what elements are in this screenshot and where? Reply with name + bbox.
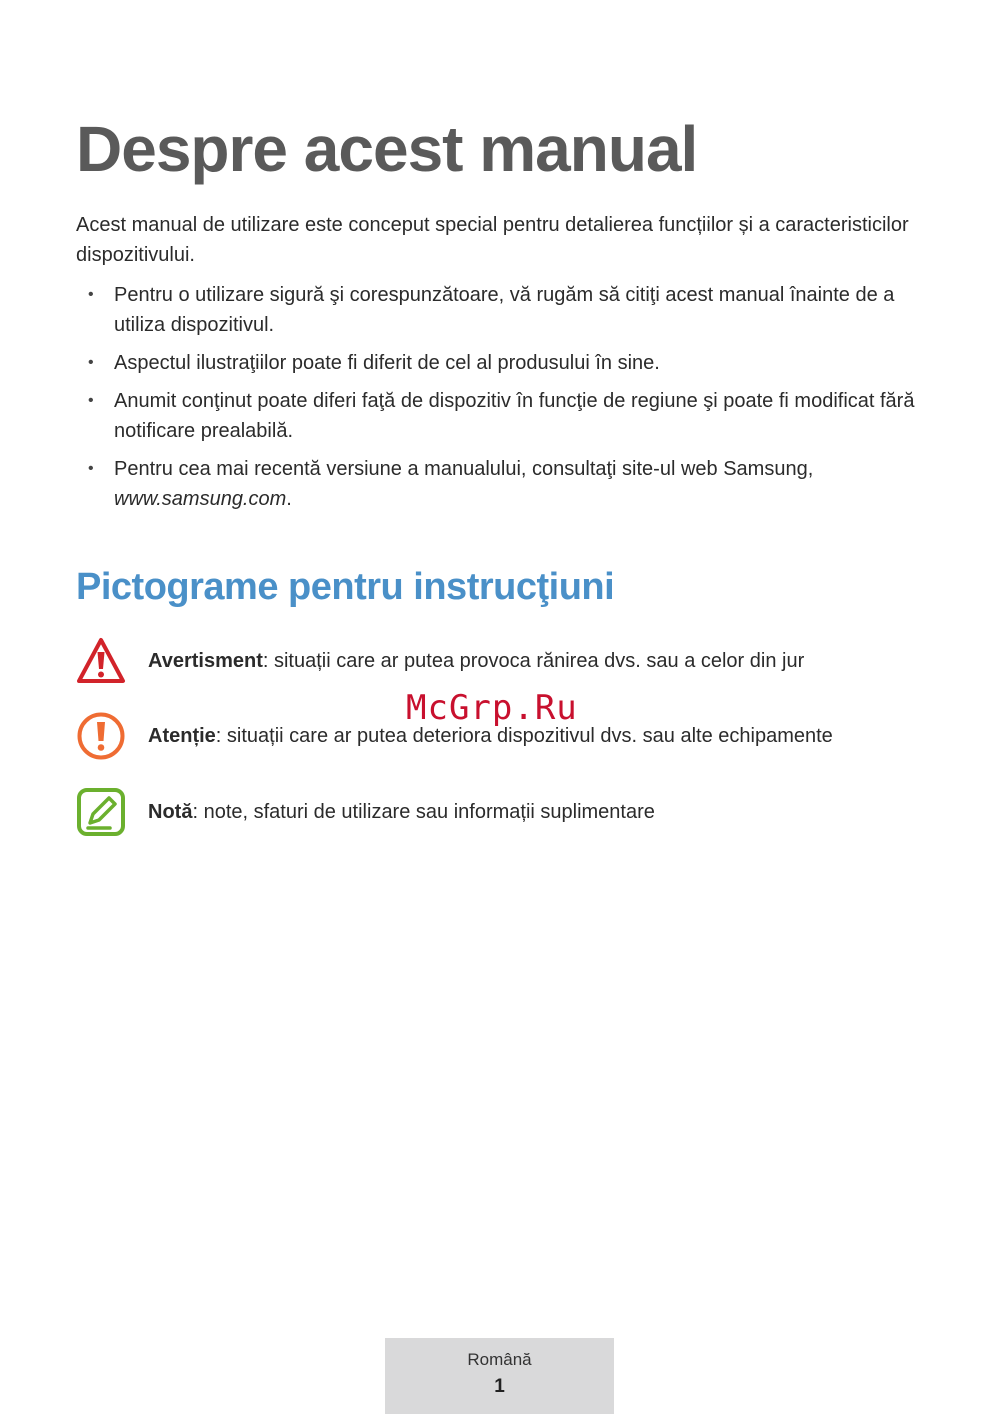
warning-triangle-icon [76, 636, 126, 686]
section-title: Pictograme pentru instrucţiuni [76, 566, 615, 608]
caution-circle-icon [76, 711, 126, 761]
bullet-icon: • [88, 286, 94, 303]
page-number: 1 [494, 1376, 505, 1397]
list-item: • Pentru cea mai recentă versiune a manualului, consultaţi site-ul web Samsung, www.samsung.com. [76, 454, 926, 514]
caution-text: Atenție: situații care ar putea deteriora dispozitivul dvs. sau alte echipamente [148, 725, 833, 747]
page-title: Despre acest manual [76, 113, 698, 185]
note-row [76, 787, 936, 837]
footer-language: Română [467, 1350, 532, 1369]
bullet-icon: • [88, 460, 94, 477]
watermark: McGrp.Ru [406, 688, 578, 728]
list-item: • Aspectul ilustraţiilor poate fi diferit de cel al produsului în sine. [76, 348, 926, 378]
warning-row [76, 636, 936, 686]
bullet-icon: • [88, 392, 94, 409]
note-text: Notă: note, sfaturi de utilizare sau informații suplimentare [148, 801, 655, 823]
note-pen-icon [76, 787, 126, 837]
intro-paragraph: Acest manual de utilizare este conceput special pentru detalierea funcțiilor și a caracteristicilor dispozitivului. [76, 214, 909, 266]
footer-tab [385, 1338, 614, 1414]
bullet-icon: • [88, 354, 94, 371]
warning-text: Avertisment: situații care ar putea provoca rănirea dvs. sau a celor din jur [148, 650, 805, 672]
bullet-list [76, 280, 926, 522]
list-item: • Anumit conţinut poate diferi faţă de dispozitiv în funcţie de regiune şi poate fi modificat fără notificare prealabilă. [76, 386, 926, 446]
samsung-link[interactable]: www.samsung.com [114, 488, 287, 510]
list-item: • Pentru o utilizare sigură şi corespunzătoare, vă rugăm să citiţi acest manual înainte de a utiliza dispozitivul. [76, 280, 926, 340]
